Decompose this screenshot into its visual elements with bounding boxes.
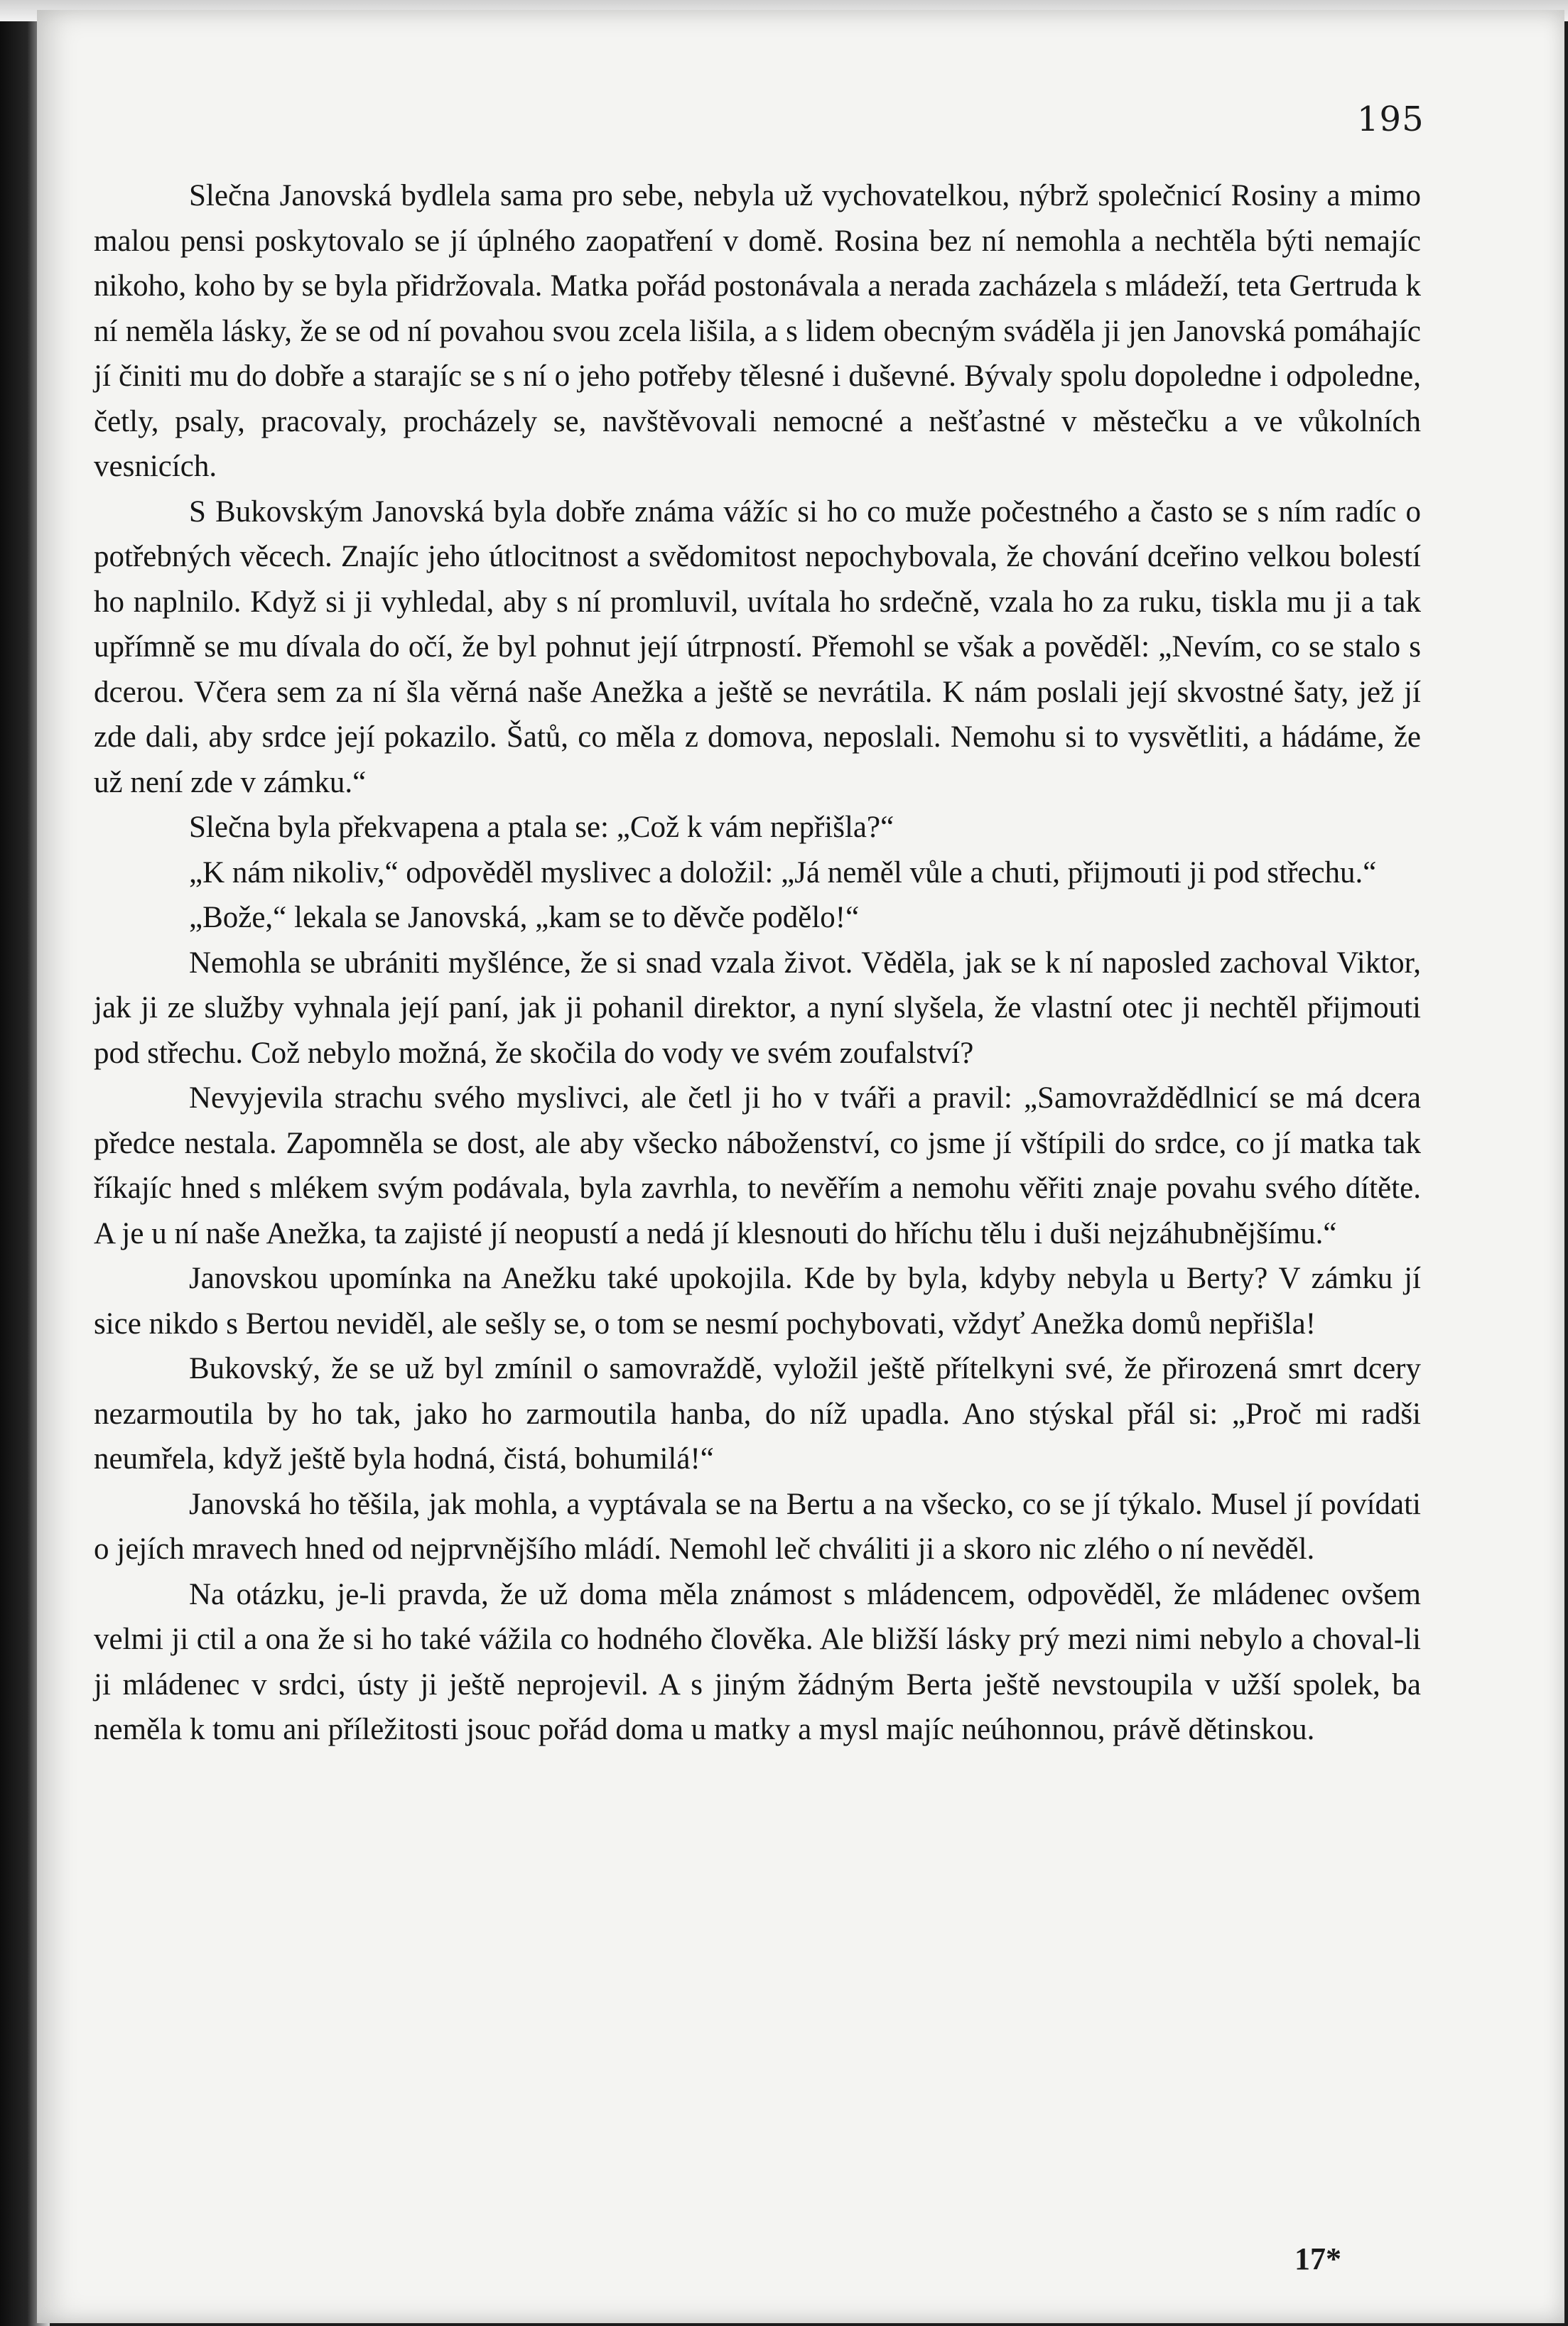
- page-number: 195: [1357, 99, 1424, 139]
- paragraph-5: „Bože,“ lekala se Janovská, „kam se to děvče podělo!“: [189, 901, 860, 934]
- paragraph-3: Slečna byla překvapena a ptala se: „Což k vám nepřišla?“: [189, 811, 894, 844]
- book-page: [37, 10, 1564, 2323]
- paragraph-8: Janovskou upomínka na Anežku také upokojila. Kde by byla, kdyby nebyla u Berty? V zámku jí sice nikdo s Bertou neviděl, ale sešly se, o tom se nesmí pochybovati, vždyť Anežka domů nepřišla!: [94, 1262, 1421, 1341]
- paragraph-11: Na otázku, je-li pravda, že už doma měla známost s mládencem, odpověděl, že mládenec ovšem velmi ji ctil a ona že si ho také vážila co hodného člověka. Ale bližší lásky prý mezi nimi nebylo a choval-li ji mládenec v srdci, ústy ji ještě neprojevil. A s jiným žádným Berta ještě nevstoupila v užší spolek, ba neměla k tomu ani příležitosti jsouc pořád doma u matky a mysl majíc neúhonnou, právě dětinskou.: [94, 1577, 1421, 1746]
- paragraph-7: Nevyjevila strachu svého myslivci, ale četl ji ho v tváři a pravil: „Samovraždědlnicí se má dcera předce nestala. Zapomněla se dost, ale aby všecko náboženství, co jsme jí vštípili do srdce, co jí matka tak říkajíc hned s mlékem svým podávala, byla zavrhla, to nevěřím a nemohu věřiti znaje povahu svého dítěte. A je u ní naše Anežka, ta zajisté jí neopustí a nedá jí klesnouti do hříchu tělu i duši nejzáhubnějšímu.“: [94, 1081, 1421, 1250]
- paragraph-9: Bukovský, že se už byl zmínil o samovraždě, vyložil ještě přítelkyni své, že přirozená smrt dcery nezarmoutila by ho tak, jako ho zarmoutila hanba, do níž upadla. Ano stýskal přál si: „Proč mi radši neumřela, když ještě byla hodná, čistá, bohumilá!“: [94, 1352, 1421, 1476]
- paragraph-4: „K nám nikoliv,“ odpověděl myslivec a doložil: „Já neměl vůle a chuti, přijmouti ji pod střechu.“: [189, 855, 1377, 889]
- signature-mark: 17*: [1294, 2241, 1341, 2276]
- paragraph-1: Slečna Janovská bydlela sama pro sebe, nebyla už vychovatelkou, nýbrž společnicí Rosiny a mimo malou pensi poskytovalo se jí úplného zaopatření v domě. Rosina bez ní nemohla a nechtěla býti nemajíc nikoho, koho by se byla přidržovala. Matka pořád postonávala a nerada zacházela s mládeží, teta Gertruda k ní neměla lásky, že se od ní povahou svou zcela lišila, a s lidem obecným sváděla ji jen Janovská pomáhajíc jí činiti mu do dobře a starajíc se s ní o jeho potřeby tělesné i duševné. Bývaly spolu dopoledne i odpoledne, četly, psaly, pracovaly, procházely se, navštěvovali nemocné a nešťastné v městečku a ve vůkolních vesnicích.: [94, 179, 1421, 483]
- page-text: [94, 173, 1421, 1753]
- paragraph-6: Nemohla se ubrániti myšlénce, že si snad vzala život. Věděla, jak se k ní naposled zachoval Viktor, jak ji ze služby vyhnala její paní, jak ji pohanil direktor, a nyní slyšela, že vlastní otec ji nechtěl přijmouti pod střechu. Což nebylo možná, že skočila do vody ve svém zoufalství?: [94, 946, 1421, 1070]
- paragraph-10: Janovská ho těšila, jak mohla, a vyptávala se na Bertu a na všecko, co se jí týkalo. Musel jí povídati o jejích mravech hned od nejprvnějšího mládí. Nemohl leč chváliti ji a skoro nic zlého o ní nevěděl.: [94, 1487, 1421, 1566]
- paragraph-2: S Bukovským Janovská byla dobře známa vážíc si ho co muže počestného a často se s ním radíc o potřebných věcech. Znajíc jeho útlocitnost a svědomitost nepochybovala, že chování dceřino velkou bolestí ho naplnilo. Když si ji vyhledal, aby s ní promluvil, uvítala ho srdečně, vzala ho za ruku, tiskla mu ji a tak upřímně se mu dívala do očí, že byl pohnut její útrpností. Přemohl se však a pověděl: „Nevím, co se stalo s dcerou. Včera sem za ní šla věrná naše Anežka a ještě se nevrátila. K nám poslali její skvostné šaty, jež jí zde dali, aby srdce její pokazilo. Šatů, co měla z domova, neposlali. Nemohu si to vysvětliti, a hádáme, že už není zde v zámku.“: [94, 494, 1421, 799]
